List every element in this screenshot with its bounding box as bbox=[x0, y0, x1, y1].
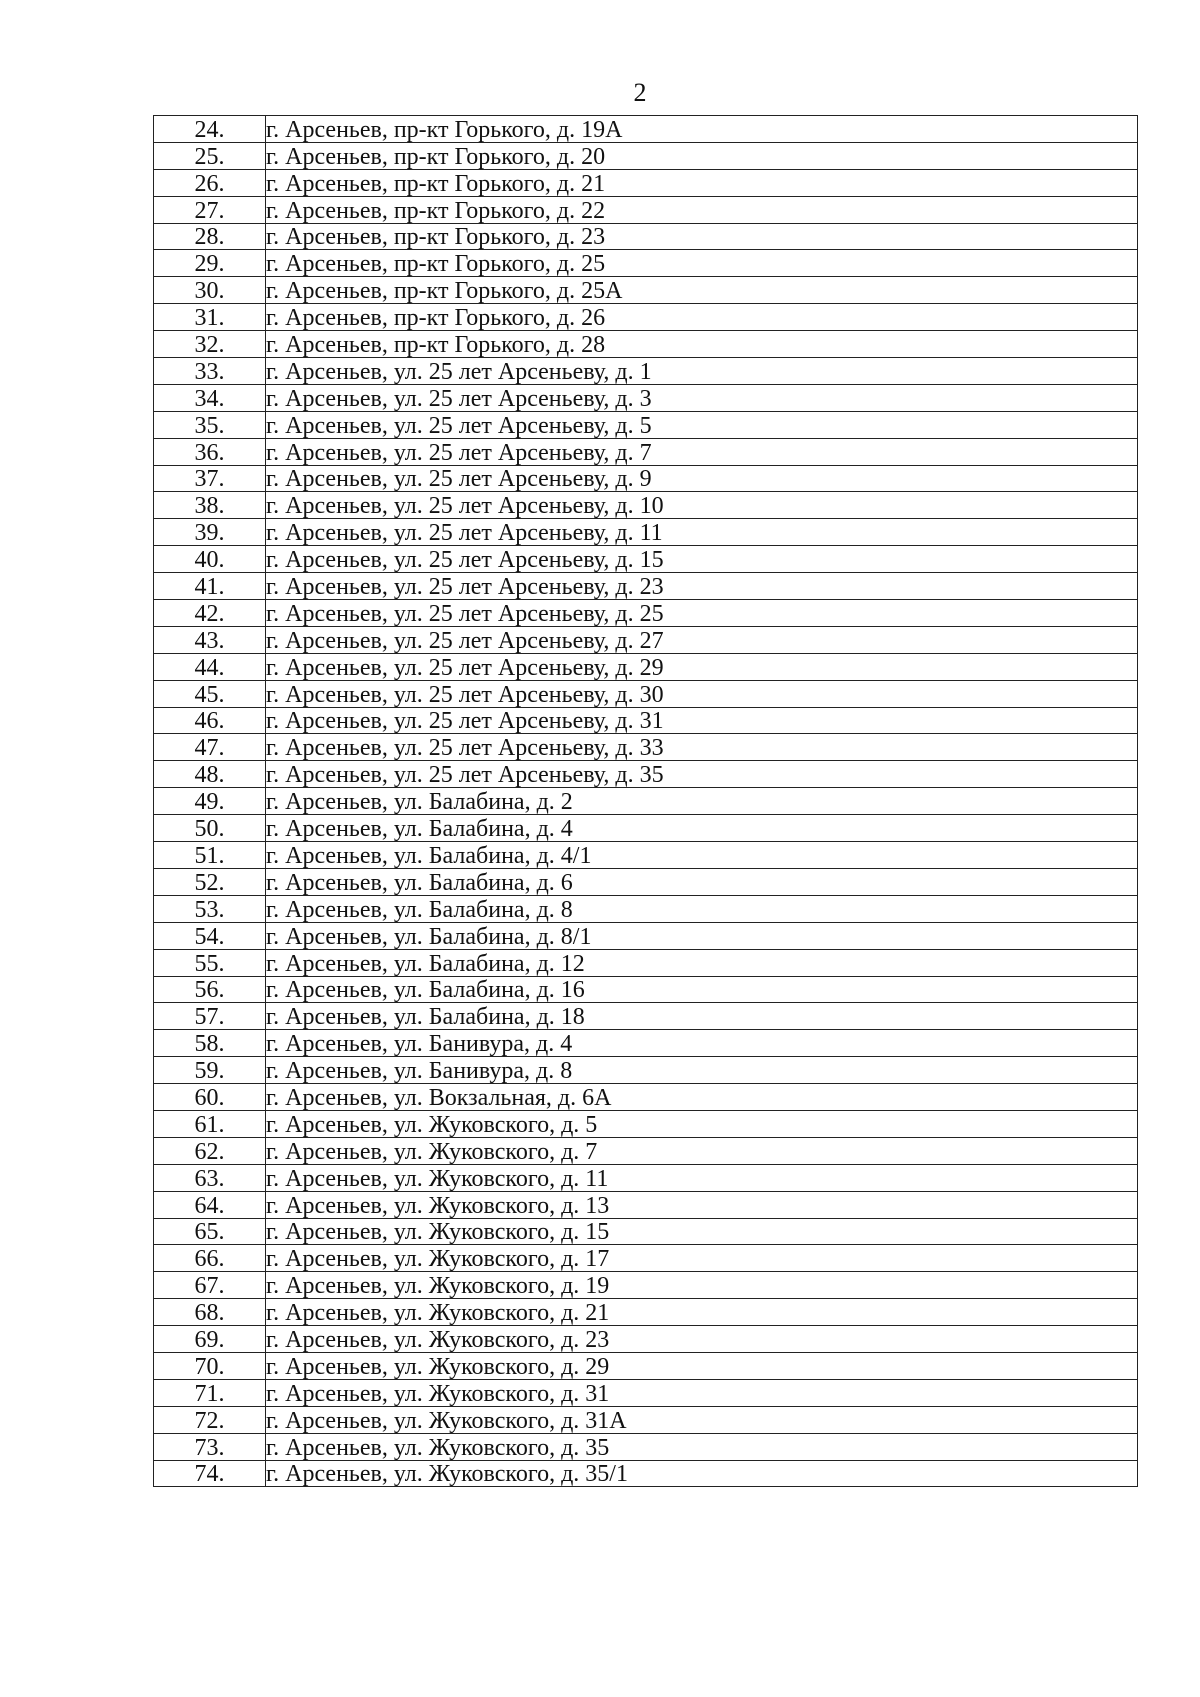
row-number: 65. bbox=[154, 1218, 266, 1245]
table-row bbox=[154, 1164, 1138, 1191]
row-address: г. Арсеньев, ул. 25 лет Арсеньеву, д. 3 bbox=[266, 384, 1138, 411]
row-address: г. Арсеньев, пр-кт Горького, д. 25А bbox=[266, 277, 1138, 304]
row-number: 43. bbox=[154, 626, 266, 653]
row-number: 40. bbox=[154, 546, 266, 573]
table-row bbox=[154, 761, 1138, 788]
table-row bbox=[154, 116, 1138, 143]
row-number: 63. bbox=[154, 1164, 266, 1191]
table-row bbox=[154, 734, 1138, 761]
row-number: 62. bbox=[154, 1137, 266, 1164]
table-row bbox=[154, 573, 1138, 600]
table-row bbox=[154, 1030, 1138, 1057]
table-row bbox=[154, 1218, 1138, 1245]
row-address: г. Арсеньев, ул. Балабина, д. 16 bbox=[266, 976, 1138, 1003]
row-number: 52. bbox=[154, 868, 266, 895]
row-number: 72. bbox=[154, 1406, 266, 1433]
row-address: г. Арсеньев, ул. Жуковского, д. 23 bbox=[266, 1326, 1138, 1353]
row-number: 44. bbox=[154, 653, 266, 680]
row-number: 51. bbox=[154, 842, 266, 869]
row-address: г. Арсеньев, ул. 25 лет Арсеньеву, д. 9 bbox=[266, 465, 1138, 492]
address-table-body bbox=[154, 116, 1138, 1487]
row-number: 74. bbox=[154, 1460, 266, 1487]
row-address: г. Арсеньев, ул. Балабина, д. 4/1 bbox=[266, 842, 1138, 869]
row-number: 38. bbox=[154, 492, 266, 519]
row-address: г. Арсеньев, ул. Балабина, д. 18 bbox=[266, 1003, 1138, 1030]
row-number: 39. bbox=[154, 519, 266, 546]
row-address: г. Арсеньев, ул. Балабина, д. 2 bbox=[266, 788, 1138, 815]
row-number: 35. bbox=[154, 411, 266, 438]
table-row bbox=[154, 142, 1138, 169]
row-number: 32. bbox=[154, 331, 266, 358]
table-row bbox=[154, 277, 1138, 304]
row-address: г. Арсеньев, ул. 25 лет Арсеньеву, д. 30 bbox=[266, 680, 1138, 707]
table-row bbox=[154, 1084, 1138, 1111]
row-number: 36. bbox=[154, 438, 266, 465]
row-address: г. Арсеньев, пр-кт Горького, д. 22 bbox=[266, 196, 1138, 223]
row-address: г. Арсеньев, пр-кт Горького, д. 26 bbox=[266, 304, 1138, 331]
table-row bbox=[154, 1245, 1138, 1272]
row-number: 31. bbox=[154, 304, 266, 331]
row-number: 46. bbox=[154, 707, 266, 734]
row-number: 66. bbox=[154, 1245, 266, 1272]
table-row bbox=[154, 922, 1138, 949]
row-address: г. Арсеньев, ул. Балабина, д. 12 bbox=[266, 949, 1138, 976]
table-row bbox=[154, 1433, 1138, 1460]
table-row bbox=[154, 411, 1138, 438]
table-row bbox=[154, 465, 1138, 492]
row-address: г. Арсеньев, ул. Жуковского, д. 21 bbox=[266, 1299, 1138, 1326]
row-address: г. Арсеньев, ул. 25 лет Арсеньеву, д. 27 bbox=[266, 626, 1138, 653]
row-number: 60. bbox=[154, 1084, 266, 1111]
table-row bbox=[154, 842, 1138, 869]
row-address: г. Арсеньев, пр-кт Горького, д. 21 bbox=[266, 169, 1138, 196]
row-address: г. Арсеньев, ул. Жуковского, д. 5 bbox=[266, 1110, 1138, 1137]
row-number: 30. bbox=[154, 277, 266, 304]
table-row bbox=[154, 1003, 1138, 1030]
row-number: 73. bbox=[154, 1433, 266, 1460]
row-address: г. Арсеньев, ул. Жуковского, д. 31А bbox=[266, 1406, 1138, 1433]
row-number: 64. bbox=[154, 1191, 266, 1218]
row-number: 55. bbox=[154, 949, 266, 976]
row-number: 48. bbox=[154, 761, 266, 788]
table-row bbox=[154, 1137, 1138, 1164]
table-row bbox=[154, 949, 1138, 976]
table-row bbox=[154, 438, 1138, 465]
row-address: г. Арсеньев, ул. Жуковского, д. 19 bbox=[266, 1272, 1138, 1299]
row-number: 26. bbox=[154, 169, 266, 196]
row-address: г. Арсеньев, ул. 25 лет Арсеньеву, д. 7 bbox=[266, 438, 1138, 465]
row-address: г. Арсеньев, ул. Балабина, д. 4 bbox=[266, 815, 1138, 842]
table-row bbox=[154, 1299, 1138, 1326]
row-number: 24. bbox=[154, 116, 266, 143]
row-number: 41. bbox=[154, 573, 266, 600]
row-address: г. Арсеньев, ул. Жуковского, д. 15 bbox=[266, 1218, 1138, 1245]
row-address: г. Арсеньев, ул. Жуковского, д. 31 bbox=[266, 1379, 1138, 1406]
table-row bbox=[154, 169, 1138, 196]
row-address: г. Арсеньев, пр-кт Горького, д. 23 bbox=[266, 223, 1138, 250]
row-number: 49. bbox=[154, 788, 266, 815]
row-number: 57. bbox=[154, 1003, 266, 1030]
row-address: г. Арсеньев, ул. Балабина, д. 8/1 bbox=[266, 922, 1138, 949]
row-address: г. Арсеньев, ул. Жуковского, д. 35 bbox=[266, 1433, 1138, 1460]
table-row bbox=[154, 868, 1138, 895]
row-address: г. Арсеньев, ул. Жуковского, д. 13 bbox=[266, 1191, 1138, 1218]
table-row bbox=[154, 196, 1138, 223]
table-row bbox=[154, 1057, 1138, 1084]
row-number: 56. bbox=[154, 976, 266, 1003]
row-address: г. Арсеньев, пр-кт Горького, д. 28 bbox=[266, 331, 1138, 358]
row-number: 61. bbox=[154, 1110, 266, 1137]
row-address: г. Арсеньев, пр-кт Горького, д. 25 bbox=[266, 250, 1138, 277]
table-row bbox=[154, 1326, 1138, 1353]
row-number: 29. bbox=[154, 250, 266, 277]
row-number: 58. bbox=[154, 1030, 266, 1057]
row-address: г. Арсеньев, ул. 25 лет Арсеньеву, д. 15 bbox=[266, 546, 1138, 573]
table-row bbox=[154, 1406, 1138, 1433]
table-row bbox=[154, 358, 1138, 385]
row-number: 69. bbox=[154, 1326, 266, 1353]
row-address: г. Арсеньев, ул. Жуковского, д. 17 bbox=[266, 1245, 1138, 1272]
row-address: г. Арсеньев, пр-кт Горького, д. 19А bbox=[266, 116, 1138, 143]
row-address: г. Арсеньев, ул. Вокзальная, д. 6А bbox=[266, 1084, 1138, 1111]
row-address: г. Арсеньев, ул. 25 лет Арсеньеву, д. 5 bbox=[266, 411, 1138, 438]
row-number: 71. bbox=[154, 1379, 266, 1406]
table-row bbox=[154, 626, 1138, 653]
row-address: г. Арсеньев, ул. 25 лет Арсеньеву, д. 1 bbox=[266, 358, 1138, 385]
table-row bbox=[154, 546, 1138, 573]
row-number: 27. bbox=[154, 196, 266, 223]
table-row bbox=[154, 680, 1138, 707]
row-address: г. Арсеньев, ул. Балабина, д. 6 bbox=[266, 868, 1138, 895]
row-address: г. Арсеньев, ул. 25 лет Арсеньеву, д. 25 bbox=[266, 600, 1138, 627]
row-number: 34. bbox=[154, 384, 266, 411]
row-number: 50. bbox=[154, 815, 266, 842]
row-number: 25. bbox=[154, 142, 266, 169]
table-row bbox=[154, 788, 1138, 815]
table-row bbox=[154, 815, 1138, 842]
row-number: 68. bbox=[154, 1299, 266, 1326]
table-row bbox=[154, 384, 1138, 411]
table-row bbox=[154, 250, 1138, 277]
row-address: г. Арсеньев, ул. 25 лет Арсеньеву, д. 33 bbox=[266, 734, 1138, 761]
table-row bbox=[154, 223, 1138, 250]
row-address: г. Арсеньев, ул. 25 лет Арсеньеву, д. 29 bbox=[266, 653, 1138, 680]
row-number: 54. bbox=[154, 922, 266, 949]
row-address: г. Арсеньев, пр-кт Горького, д. 20 bbox=[266, 142, 1138, 169]
table-row bbox=[154, 1379, 1138, 1406]
table-row bbox=[154, 1272, 1138, 1299]
table-row bbox=[154, 492, 1138, 519]
row-number: 28. bbox=[154, 223, 266, 250]
row-number: 67. bbox=[154, 1272, 266, 1299]
row-address: г. Арсеньев, ул. Жуковского, д. 35/1 bbox=[266, 1460, 1138, 1487]
row-number: 42. bbox=[154, 600, 266, 627]
row-number: 53. bbox=[154, 895, 266, 922]
row-address: г. Арсеньев, ул. 25 лет Арсеньеву, д. 11 bbox=[266, 519, 1138, 546]
row-number: 37. bbox=[154, 465, 266, 492]
table-row bbox=[154, 1460, 1138, 1487]
row-number: 33. bbox=[154, 358, 266, 385]
row-address: г. Арсеньев, ул. 25 лет Арсеньеву, д. 23 bbox=[266, 573, 1138, 600]
table-row bbox=[154, 976, 1138, 1003]
row-number: 47. bbox=[154, 734, 266, 761]
row-address: г. Арсеньев, ул. Жуковского, д. 11 bbox=[266, 1164, 1138, 1191]
table-row bbox=[154, 600, 1138, 627]
row-number: 45. bbox=[154, 680, 266, 707]
row-address: г. Арсеньев, ул. 25 лет Арсеньеву, д. 35 bbox=[266, 761, 1138, 788]
row-address: г. Арсеньев, ул. Жуковского, д. 7 bbox=[266, 1137, 1138, 1164]
table-row bbox=[154, 304, 1138, 331]
table-row bbox=[154, 895, 1138, 922]
row-address: г. Арсеньев, ул. 25 лет Арсеньеву, д. 31 bbox=[266, 707, 1138, 734]
row-address: г. Арсеньев, ул. Банивура, д. 8 bbox=[266, 1057, 1138, 1084]
table-row bbox=[154, 1110, 1138, 1137]
table-row bbox=[154, 1352, 1138, 1379]
row-number: 70. bbox=[154, 1352, 266, 1379]
row-address: г. Арсеньев, ул. Банивура, д. 4 bbox=[266, 1030, 1138, 1057]
row-number: 59. bbox=[154, 1057, 266, 1084]
table-row bbox=[154, 519, 1138, 546]
row-address: г. Арсеньев, ул. 25 лет Арсеньеву, д. 10 bbox=[266, 492, 1138, 519]
row-address: г. Арсеньев, ул. Балабина, д. 8 bbox=[266, 895, 1138, 922]
table-row bbox=[154, 707, 1138, 734]
row-address: г. Арсеньев, ул. Жуковского, д. 29 bbox=[266, 1352, 1138, 1379]
table-row bbox=[154, 1191, 1138, 1218]
table-row bbox=[154, 653, 1138, 680]
page-number: 2 bbox=[633, 78, 647, 107]
address-table bbox=[153, 115, 1138, 1487]
table-row bbox=[154, 331, 1138, 358]
